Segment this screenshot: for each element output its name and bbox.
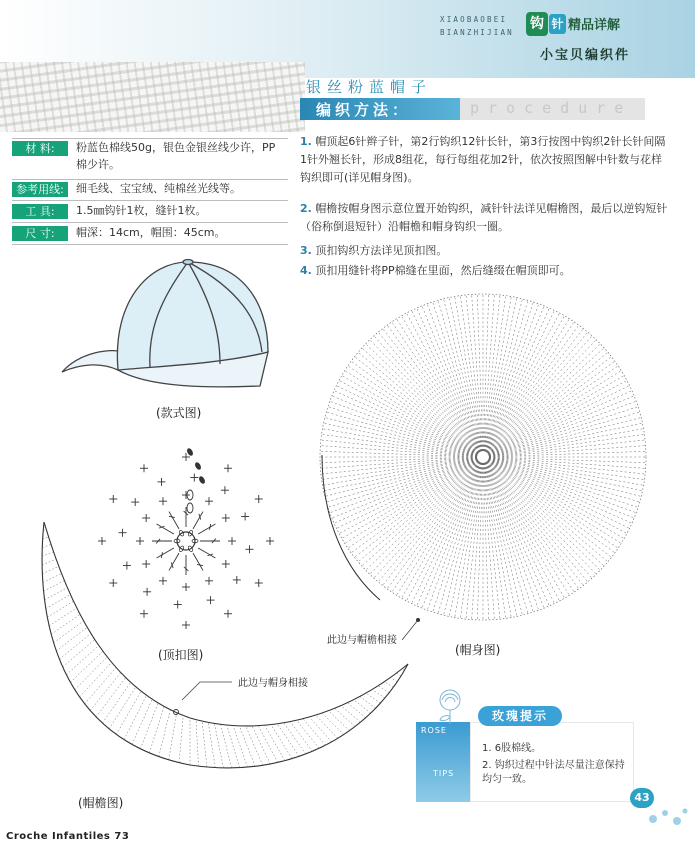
method-label: 编织方法： — [316, 101, 412, 119]
brand-subtitle: 小宝贝编织件 — [540, 48, 631, 63]
yarn-label: 参考用线: — [12, 182, 68, 197]
step-text: 顶扣用缝针将PP棉缝在里面，然后缝缀在帽顶即可。 — [315, 264, 571, 277]
step-text: 顶扣钩织方法详见顶扣图。 — [315, 244, 448, 257]
page-number: 43 — [630, 788, 654, 808]
tips-line-1: 1. 6股棉线。 — [482, 743, 542, 754]
tools-value: 1.5㎜钩针1枚，缝针1枚。 — [76, 204, 207, 217]
anno-body-joins-brim: 此边与帽檐相接 — [327, 635, 397, 646]
brand-badge: 钩 — [526, 12, 548, 36]
tips-word: TIPS — [433, 769, 455, 778]
materials-label: 材 料: — [12, 141, 68, 156]
page-title: 银丝粉蓝帽子 — [306, 78, 433, 96]
top-button-diagram — [98, 447, 274, 629]
anno-leader-body — [402, 620, 418, 640]
procedure-label: procedure — [470, 99, 633, 117]
tools-label: 工 具: — [12, 204, 68, 219]
tips-title: 玫瑰提示 — [478, 706, 562, 726]
step-number: 4. — [300, 264, 312, 277]
anno-leader-brim — [182, 682, 232, 700]
size-label: 尺 寸: — [12, 226, 68, 241]
brand-badge-2: 针 — [549, 14, 566, 34]
materials-value-cont: 棉少许。 — [76, 158, 120, 171]
yarn-value: 细毛线、宝宝绒、纯棉丝光线等。 — [76, 182, 241, 195]
caption-style: (款式图) — [156, 406, 202, 420]
brand-title: 精品详解 — [568, 18, 621, 33]
materials-value: 粉蓝色棉线50g，银色金银丝线少许，PP — [76, 141, 276, 154]
header-pinyin-2: BIANZHIJIAN — [440, 28, 514, 37]
rose-icon — [430, 686, 470, 726]
caption-hat-body: (帽身图) — [455, 643, 501, 657]
anno-brim-joins-body: 此边与帽身相接 — [238, 678, 308, 689]
hat-body-diagram — [320, 294, 646, 622]
step-number: 2. — [300, 202, 312, 215]
tips-line-2: 2. 钩织过程中针法尽量注意保持均匀一致。 — [482, 760, 625, 785]
size-value: 帽深：14cm，帽围：45cm。 — [76, 226, 226, 239]
cap-style-drawing — [62, 260, 268, 387]
step-number: 3. — [300, 244, 312, 257]
header-pinyin-1: XIAOBAOBEI — [440, 15, 508, 24]
flower-decoration — [645, 805, 691, 829]
caption-top-button: (顶扣图) — [158, 648, 204, 662]
step-number: 1. — [300, 135, 312, 148]
step-text: 帽顶起6针辫子针，第2行钩织12针长针，第3行按图中钩织2针长针间隔1针外翘长针，形成8组花，每行每组花加2针，依次按照图解中针数与花样钩织即可(详见帽身图)。 — [300, 135, 666, 184]
footer-source: Croche Infantiles 73 — [6, 831, 130, 842]
caption-brim: (帽檐图) — [78, 796, 124, 810]
step-text: 帽檐按帽身图示意位置开始钩织，减针针法详见帽檐图，最后以逆钩短针（俗称倒退短针）沿帽檐和帽身钩织一圈。 — [300, 202, 668, 233]
tips-rose-word: ROSE — [421, 726, 447, 735]
